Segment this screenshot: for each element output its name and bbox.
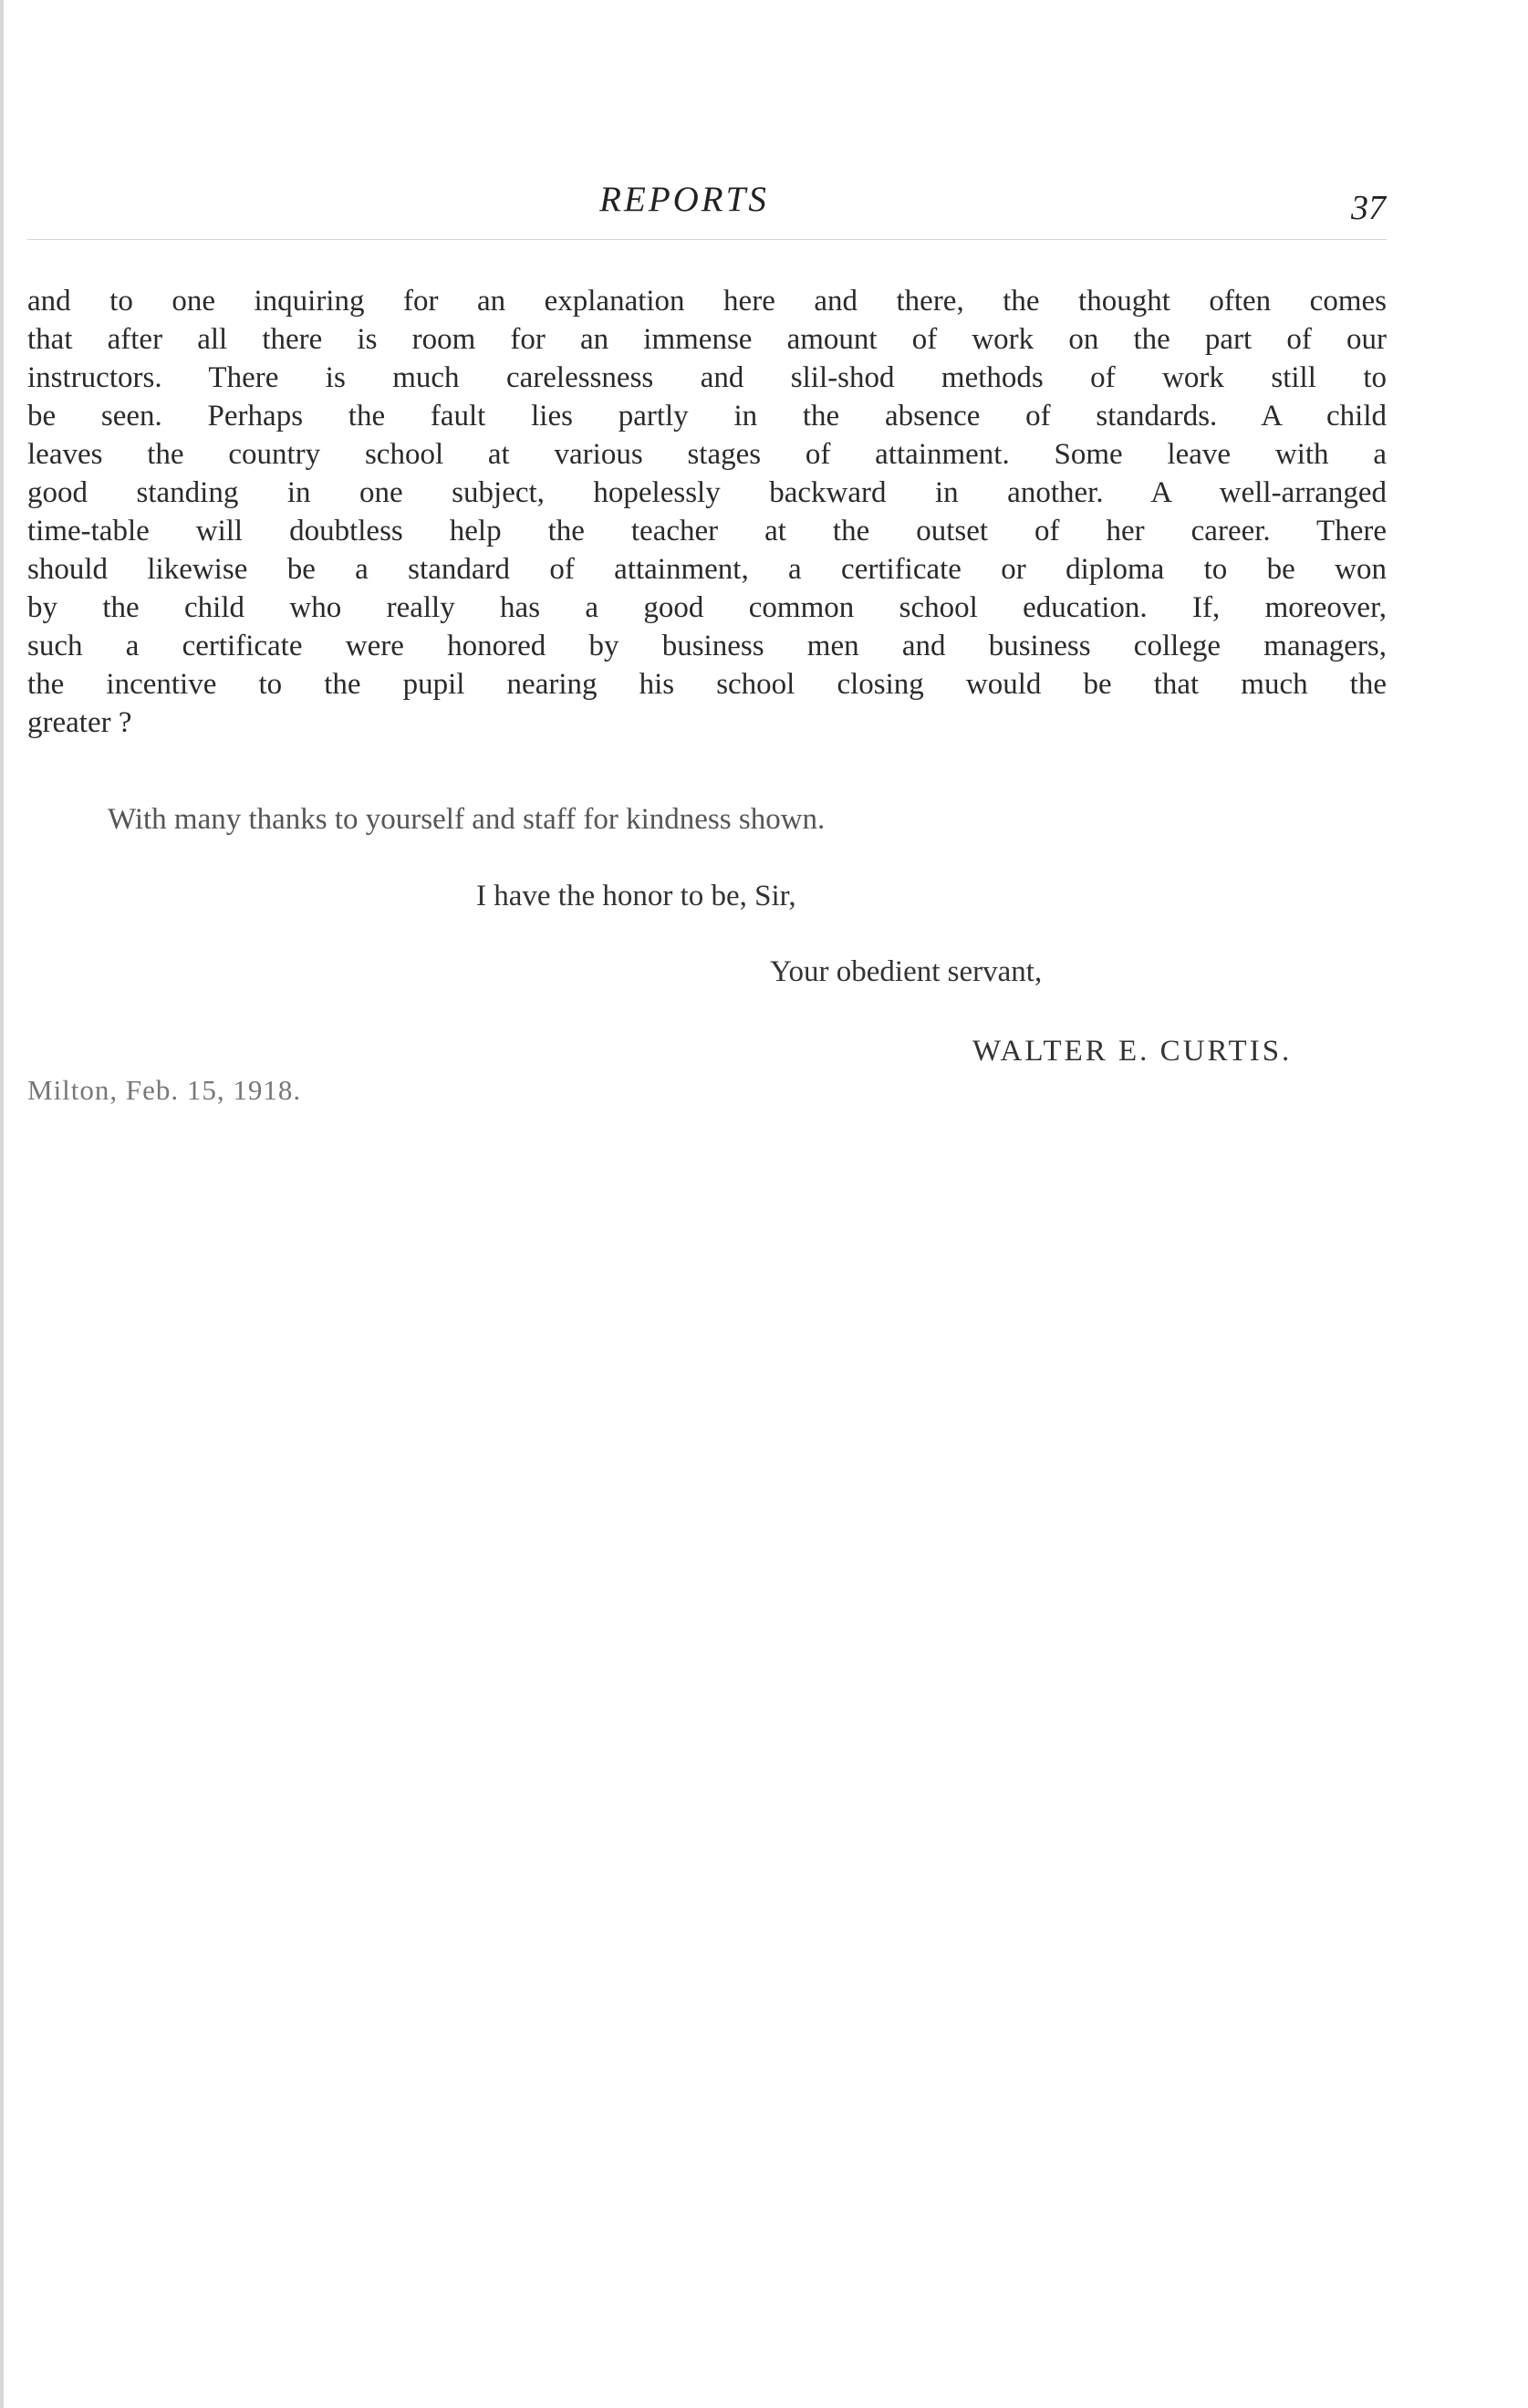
body-line: leaves the country school at various stages of attainment. Some leave with a [27,438,1387,471]
closing-servant: Your obedient servant, [770,955,1043,988]
closing-thanks: With many thanks to yourself and staff for kindness shown. [108,803,826,836]
signature: WALTER E. CURTIS. [972,1035,1293,1068]
running-head [0,179,1528,234]
header-rule [27,239,1387,240]
body-line: greater ? [27,706,132,739]
body-line: and to one inquiring for an explanation here and there, the thought often comes [27,285,1387,318]
page-edge-shadow [0,0,4,2408]
body-line: good standing in one subject, hopelessly backward in another. A well-arranged [27,476,1387,509]
page-number: 37 [1351,189,1386,227]
body-line: time-table will doubtless help the teacher at the outset of her career. There [27,515,1387,547]
body-line: should likewise be a standard of attainment, a certificate or diploma to be won [27,553,1387,586]
body-paragraph [27,282,1387,742]
date-line: Milton, Feb. 15, 1918. [27,1074,302,1106]
running-title: REPORTS [599,180,769,219]
body-line: the incentive to the pupil nearing his school closing would be that much the [27,668,1387,701]
body-line: such a certificate were honored by business men and business college managers, [27,630,1387,662]
body-line: be seen. Perhaps the fault lies partly in the absence of standards. A child [27,400,1387,433]
body-line: that after all there is room for an immense amount of work on the part of our [27,323,1387,356]
closing-honor: I have the honor to be, Sir, [476,880,796,912]
body-line: by the child who really has a good common school education. If, moreover, [27,591,1387,624]
body-line: instructors. There is much carelessness and slil-shod methods of work still to [27,361,1387,394]
